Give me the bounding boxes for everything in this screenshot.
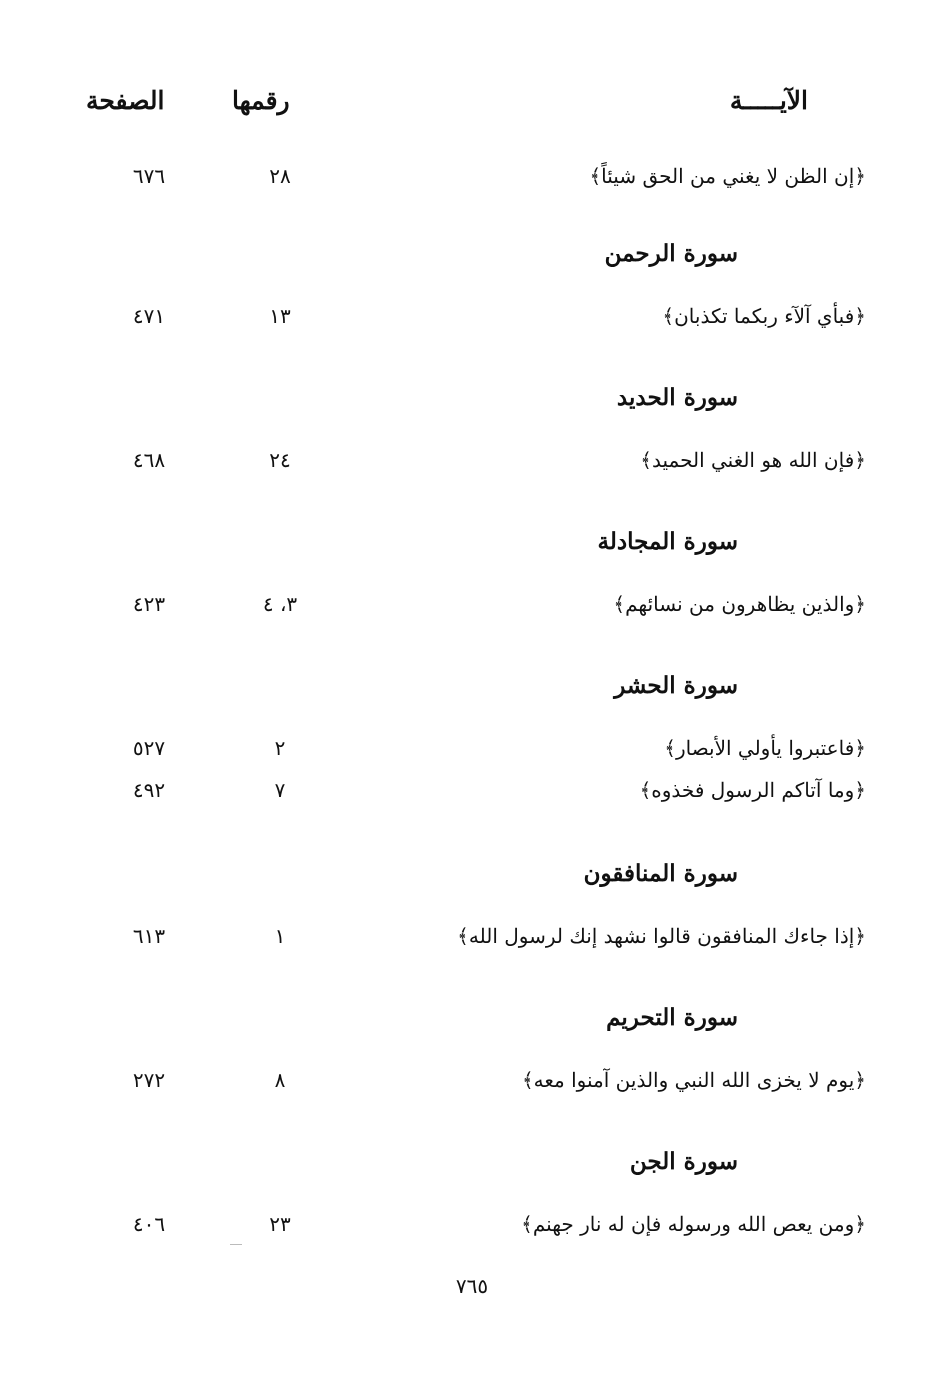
verse-page: ٤٩٢ xyxy=(132,778,166,802)
verse-text: ﴿ومن يعص الله ورسوله فإن له نار جهنم﴾ xyxy=(521,1212,866,1236)
verse-row xyxy=(0,304,944,344)
verse-text: ﴿إذا جاءك المنافقون قالوا نشهد إنك لرسول الله﴾ xyxy=(457,924,866,948)
page-number: ٧٦٥ xyxy=(455,1274,489,1298)
surah-title: سورة المنافقون xyxy=(583,860,738,887)
verse-page: ٤٧١ xyxy=(132,304,166,328)
surah-title: سورة الرحمن xyxy=(604,240,738,267)
surah-title: سورة التحريم xyxy=(606,1004,738,1031)
verse-page: ٤٢٣ xyxy=(132,592,166,616)
verse-number: ١ xyxy=(274,924,286,948)
verse-row xyxy=(0,924,944,964)
verse-number: ٣، ٤ xyxy=(262,592,298,616)
verse-row xyxy=(0,736,944,776)
verse-number: ٢ xyxy=(274,736,286,760)
verse-page: ٤٦٨ xyxy=(132,448,166,472)
number-column-heading: رقمها xyxy=(232,86,290,115)
verse-number: ٢٨ xyxy=(269,164,291,188)
verse-page: ٢٧٢ xyxy=(132,1068,166,1092)
surah-title: سورة المجادلة xyxy=(597,528,738,555)
verse-page: ٦١٣ xyxy=(132,924,166,948)
verse-row xyxy=(0,164,944,204)
verse-row xyxy=(0,592,944,632)
verse-text: ﴿إن الظن لا يغني من الحق شيئاً﴾ xyxy=(589,164,866,188)
verse-page: ٥٢٧ xyxy=(132,736,166,760)
verse-number: ٢٣ xyxy=(269,1212,291,1236)
verse-page: ٦٧٦ xyxy=(132,164,166,188)
verse-number: ١٣ xyxy=(269,304,291,328)
verse-row xyxy=(0,778,944,818)
page-column-heading: الصفحة xyxy=(86,86,165,115)
verse-text: ﴿فبأي آلآء ربكما تكذبان﴾ xyxy=(662,304,866,328)
footer-divider xyxy=(230,1244,242,1245)
verse-text: ﴿فاعتبروا يأولي الأبصار﴾ xyxy=(664,736,866,760)
verse-text: ﴿فإن الله هو الغني الحميد﴾ xyxy=(640,448,866,472)
surah-title: سورة الحشر xyxy=(614,672,738,699)
verse-text: ﴿والذين يظاهرون من نسائهم﴾ xyxy=(613,592,866,616)
surah-title: سورة الحديد xyxy=(616,384,738,411)
column-header xyxy=(0,86,944,130)
verse-page: ٤٠٦ xyxy=(132,1212,166,1236)
verse-text: ﴿يوم لا يخزى الله النبي والذين آمنوا معه﴾ xyxy=(521,1068,866,1092)
verse-row xyxy=(0,1068,944,1108)
verse-row xyxy=(0,1212,944,1252)
verse-row xyxy=(0,448,944,488)
verse-number: ٢٤ xyxy=(269,448,291,472)
surah-title: سورة الجن xyxy=(629,1148,738,1175)
verse-column-heading: الآيـــــة xyxy=(729,86,808,115)
verse-number: ٧ xyxy=(274,778,286,802)
verse-number: ٨ xyxy=(274,1068,286,1092)
verse-text: ﴿وما آتاكم الرسول فخذوه﴾ xyxy=(639,778,866,802)
